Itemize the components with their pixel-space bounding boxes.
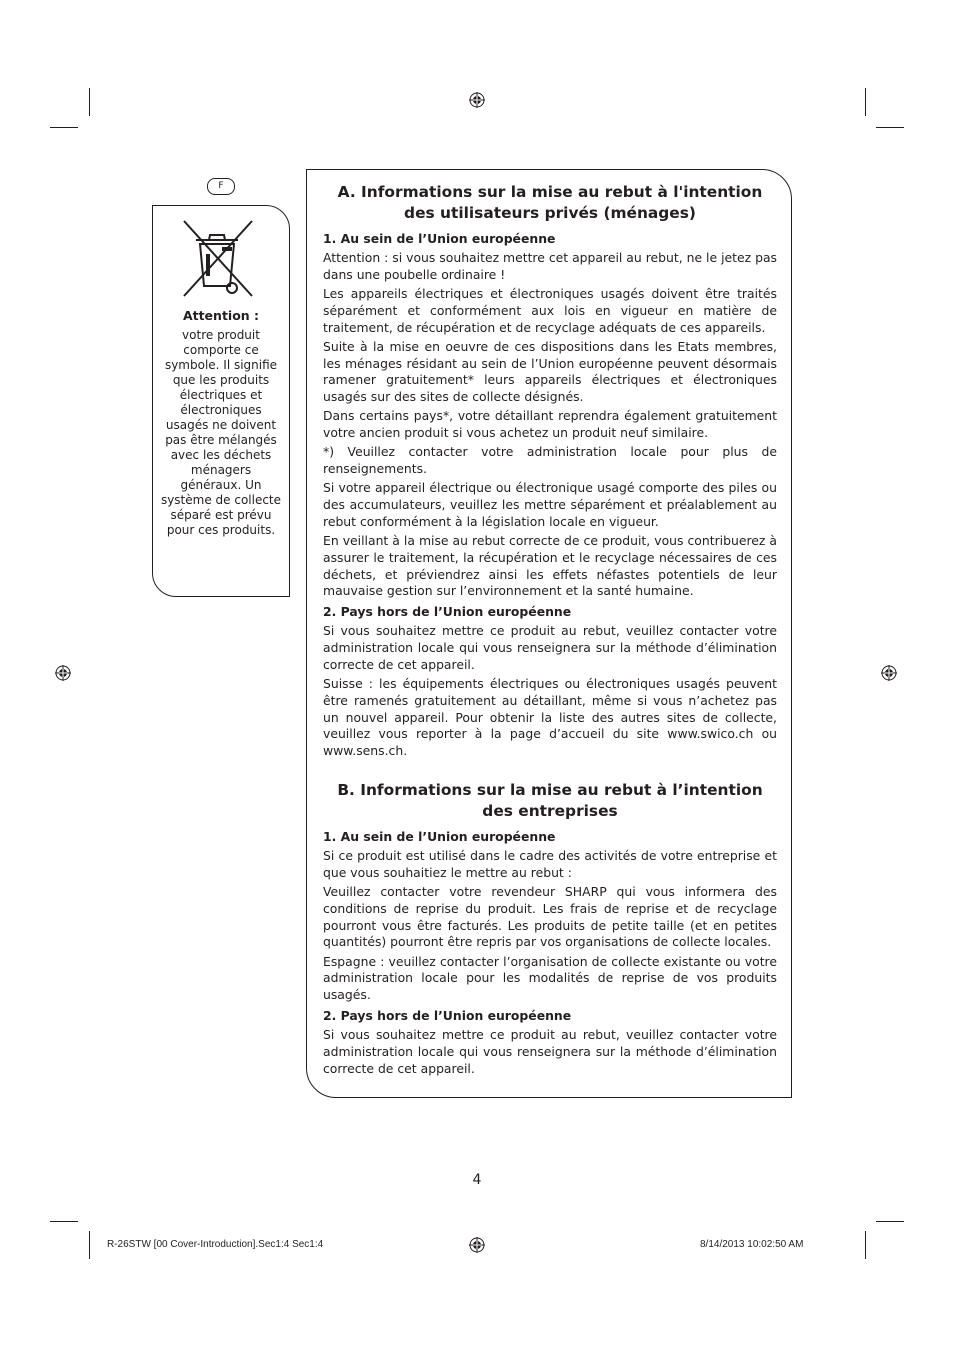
disposal-info-box (306, 169, 792, 1098)
paragraph: Suisse : les équipements électriques ou électroniques usagés peuvent être ramenés gratuitement au détaillant, même si vous n’achetez pas un nouvel appareil. Pour obtenir la liste des autres sites de collecte, veuillez vous reporter à la page d’accueil du site www.swico.ch ou www.sens.ch. (323, 676, 777, 759)
paragraph: Si votre appareil électrique ou électronique usagé comporte des piles ou des accumulateurs, veuillez les mettre séparément et préalablement au rebut conformément à la législation locale en vigueur. (323, 480, 777, 529)
paragraph: Si ce produit est utilisé dans le cadre des activités de votre entreprise et que vous souhaitiez le mettre au rebut : (323, 848, 777, 880)
weee-notice-box (152, 205, 290, 597)
crop-mark (89, 1231, 90, 1259)
page-number: 4 (472, 1172, 482, 1188)
paragraph: Si vous souhaitez mettre ce produit au rebut, veuillez contacter votre administration locale qui vous renseignera sur la méthode d’élimination correcte de cet appareil. (323, 623, 777, 672)
paragraph: Les appareils électriques et électroniques usagés doivent être traités séparément et conformément aux lois en vigueur en matière de traitement, de récupération et de recyclage adéquats de ces appareils. (323, 285, 777, 335)
footer-file-info: R-26STW [00 Cover-Introduction].Sec1:4 Sec1:4 (107, 1239, 324, 1250)
paragraph: Dans certains pays*, votre détaillant reprendra également gratuitement votre ancien produit si vous achetez un produit neuf similaire. (323, 408, 777, 441)
paragraph: Si vous souhaitez mettre ce produit au rebut, veuillez contacter votre administration locale qui vous renseignera sur la méthode d’élimination correcte de cet appareil. (323, 1027, 777, 1076)
section-b-sub1-title: 1. Au sein de l’Union européenne (323, 829, 556, 845)
paragraph: Veuillez contacter votre revendeur SHARP qui vous informera des conditions de reprise du produit. Les frais de reprise et de recyclage pourront vous être facturés. Les produits de petite taille (et en petites quantités) pourront être repris par vos organisations de collecte locales. (323, 884, 777, 950)
section-b-heading (323, 780, 777, 822)
section-a-heading-line1: A. Informations sur la mise au rebut à l'intention (337, 183, 763, 201)
section-b-heading-line2: des entreprises (482, 802, 618, 821)
section-a-sub2-title: 2. Pays hors de l’Union européenne (323, 604, 572, 620)
paragraph: Suite à la mise en oeuvre de ces dispositions dans les Etats membres, les ménages résidant au sein de l’Union européenne peuvent désormais ramener gratuitement* leurs appareils électriques et électroniques usagés sur des sites de collecte désignés. (323, 338, 777, 405)
paragraph: Attention : si vous souhaitez mettre cet appareil au rebut, ne le jetez pas dans une poubelle ordinaire ! (323, 250, 777, 282)
crop-mark (876, 1221, 904, 1222)
language-badge: F (207, 178, 235, 195)
crop-mark (50, 127, 78, 128)
crop-mark (865, 88, 866, 116)
attention-title: Attention : (182, 308, 260, 323)
registration-mark-icon (55, 665, 71, 681)
paragraph: *) Veuillez contacter votre administration locale pour plus de renseignements. (323, 444, 777, 477)
registration-mark-icon (469, 92, 485, 108)
section-a-heading-line2: des utilisateurs privés (ménages) (404, 204, 696, 222)
section-a-heading (323, 182, 777, 224)
section-b-heading-line1: B. Informations sur la mise au rebut à l’intention (337, 781, 763, 800)
registration-mark-icon (881, 665, 897, 681)
crop-mark (89, 88, 90, 116)
attention-text: votre produit comporte ce symbole. Il signifie que les produits électriques et électroniques usagés ne doivent pas être mélangés avec les déchets ménagers généraux. Un système de collecte séparé est prévu pour ces produits. (160, 328, 282, 537)
crop-mark (865, 1231, 866, 1259)
section-a-sub1-title: 1. Au sein de l’Union européenne (323, 231, 556, 246)
crop-mark (50, 1221, 78, 1222)
footer-timestamp: 8/14/2013 10:02:50 AM (700, 1239, 804, 1250)
paragraph: Espagne : veuillez contacter l’organisation de collecte existante ou votre administration locale pour les modalités de reprise de vos produits usagés. (323, 953, 777, 1003)
disposal-info-content (323, 182, 777, 1080)
registration-mark-icon (469, 1237, 485, 1253)
section-b-sub2-title: 2. Pays hors de l’Union européenne (323, 1008, 572, 1023)
crop-mark (876, 127, 904, 128)
crossed-out-wheelie-bin-icon (182, 218, 258, 300)
paragraph: En veillant à la mise au rebut correcte de ce produit, vous contribuerez à assurer le traitement, la récupération et le recyclage nécessaires de ces déchets, et préviendrez ainsi les effets néfastes potentiels de leur mauvaise gestion sur l’environnement et la santé humaine. (323, 533, 777, 599)
